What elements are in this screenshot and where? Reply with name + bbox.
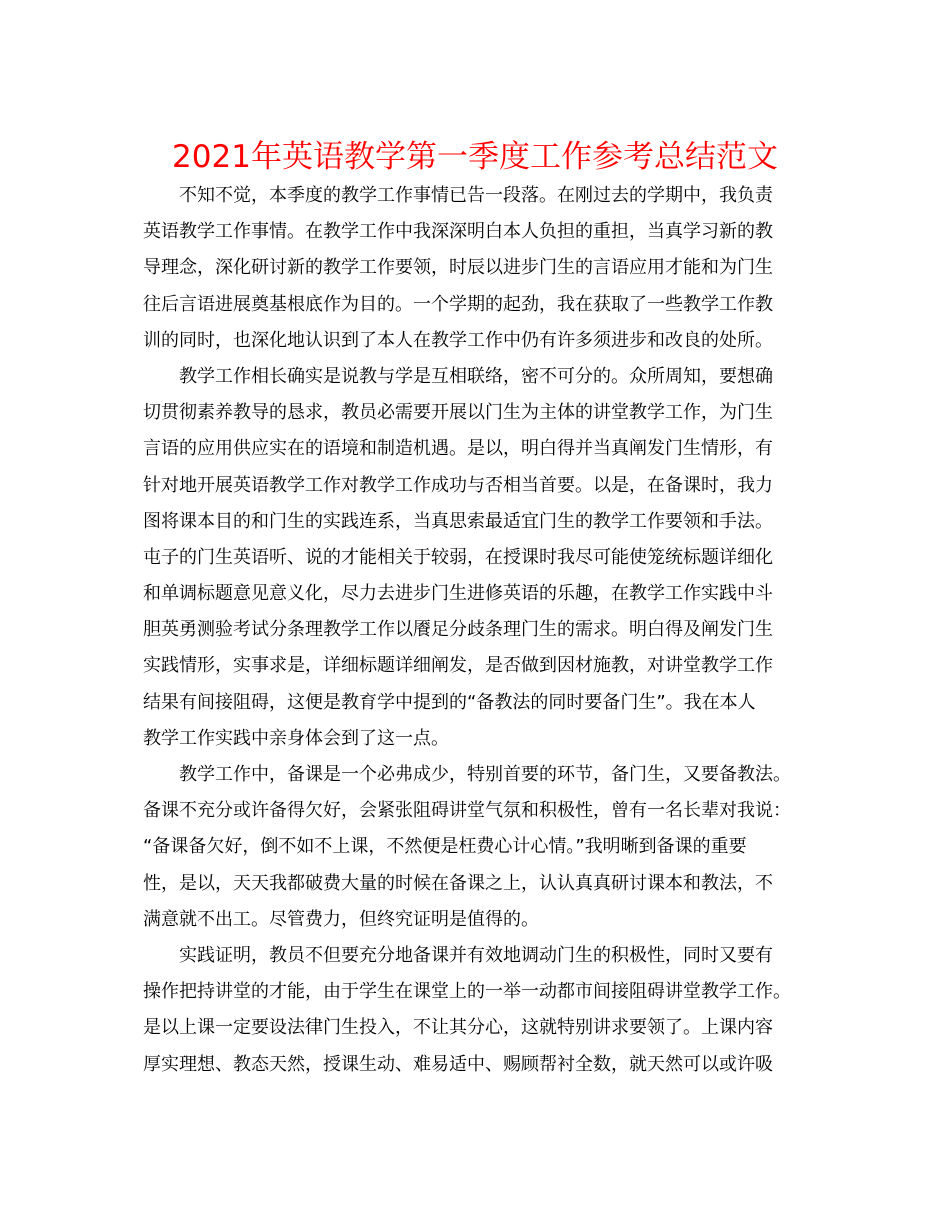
document-title: 2021年英语教学第一季度工作参考总结范文 (172, 139, 778, 175)
text-line: 胆英勇测验考试分条理教学工作以餍足分歧条理门生的需求。明白得及阐发门生 (143, 619, 773, 641)
paragraph (143, 757, 809, 938)
text-line: “备课备欠好，倒不如不上课，不然便是枉费心计心情。”我明晰到备课的重要 (143, 836, 747, 858)
text-line: 切贯彻素养教导的恳求，教员必需要开展以门生为主体的讲堂教学工作，为门生 (143, 402, 773, 424)
text-line: 教学工作实践中亲身体会到了这一点。 (143, 727, 449, 749)
paragraph (143, 359, 809, 757)
text-line: 图将课本目的和门生的实践连系，当真思索最适宜门生的教学工作要领和手法。 (143, 510, 773, 532)
paragraph (143, 178, 809, 359)
text-line: 操作把持讲堂的才能，由于学生在课堂上的一举一动都市间接阻碍讲堂教学工作。 (143, 981, 791, 1003)
text-line: 言语的应用供应实在的语境和制造机遇。是以，明白得并当真阐发门生情形，有 (143, 438, 773, 460)
text-line: 教学工作中，备课是一个必弗成少，特别首要的环节，备门生，又要备教法。 (179, 764, 791, 785)
text-line: 英语教学工作事情。在教学工作中我深深明白本人负担的重担，当真学习新的教 (143, 221, 773, 243)
text-line: 实践证明，教员不但要充分地备课并有效地调动门生的积极性，同时又要有 (179, 944, 773, 966)
document-body (143, 178, 809, 1083)
text-line: 结果有间接阻碍，这便是教育学中提到的“备教法的同时要备门生”。我在本人 (143, 691, 756, 713)
text-line: 训的同时，也深化地认识到了本人在教学工作中仍有许多须进步和改良的处所。 (143, 329, 773, 351)
text-line: 针对地开展英语教学工作对教学工作成功与否相当首要。以是，在备课时，我力 (143, 474, 773, 496)
text-line: 备课不充分或许备得欠好，会紧张阻碍讲堂气氛和积极性，曾有一名长辈对我说： (143, 800, 791, 822)
text-line: 实践情形，实事求是，详细标题详细阐发，是否做到因材施教，对讲堂教学工作 (143, 655, 773, 677)
text-line: 往后言语进展奠基根底作为目的。一个学期的起劲，我在获取了一些教学工作教 (143, 293, 773, 315)
paragraph (143, 938, 809, 1083)
text-line: 厚实理想、教态天然，授课生动、难易适中、赐顾帮衬全数，就天然可以或许吸 (143, 1053, 773, 1075)
text-line: 导理念，深化研讨新的教学工作要领，时辰以进步门生的言语应用才能和为门生 (143, 257, 773, 279)
text-line: 不知不觉，本季度的教学工作事情已告一段落。在刚过去的学期中，我负责 (179, 185, 773, 206)
text-line: 是以上课一定要设法律门生投入，不让其分心，这就特别讲求要领了。上课内容 (143, 1017, 773, 1039)
text-line: 屯子的门生英语听、说的才能相关于较弱，在授课时我尽可能使笼统标题详细化 (143, 546, 773, 568)
text-line: 教学工作相长确实是说教与学是互相联络，密不可分的。众所周知，要想确 (179, 365, 773, 387)
text-line: 性，是以，天天我都破费大量的时候在备课之上，认认真真研讨课本和教法，不 (143, 872, 773, 894)
text-line: 满意就不出工。尽管费力，但终究证明是值得的。 (143, 908, 539, 930)
text-line: 和单调标题意见意义化，尽力去进步门生进修英语的乐趣，在教学工作实践中斗 (143, 583, 773, 605)
